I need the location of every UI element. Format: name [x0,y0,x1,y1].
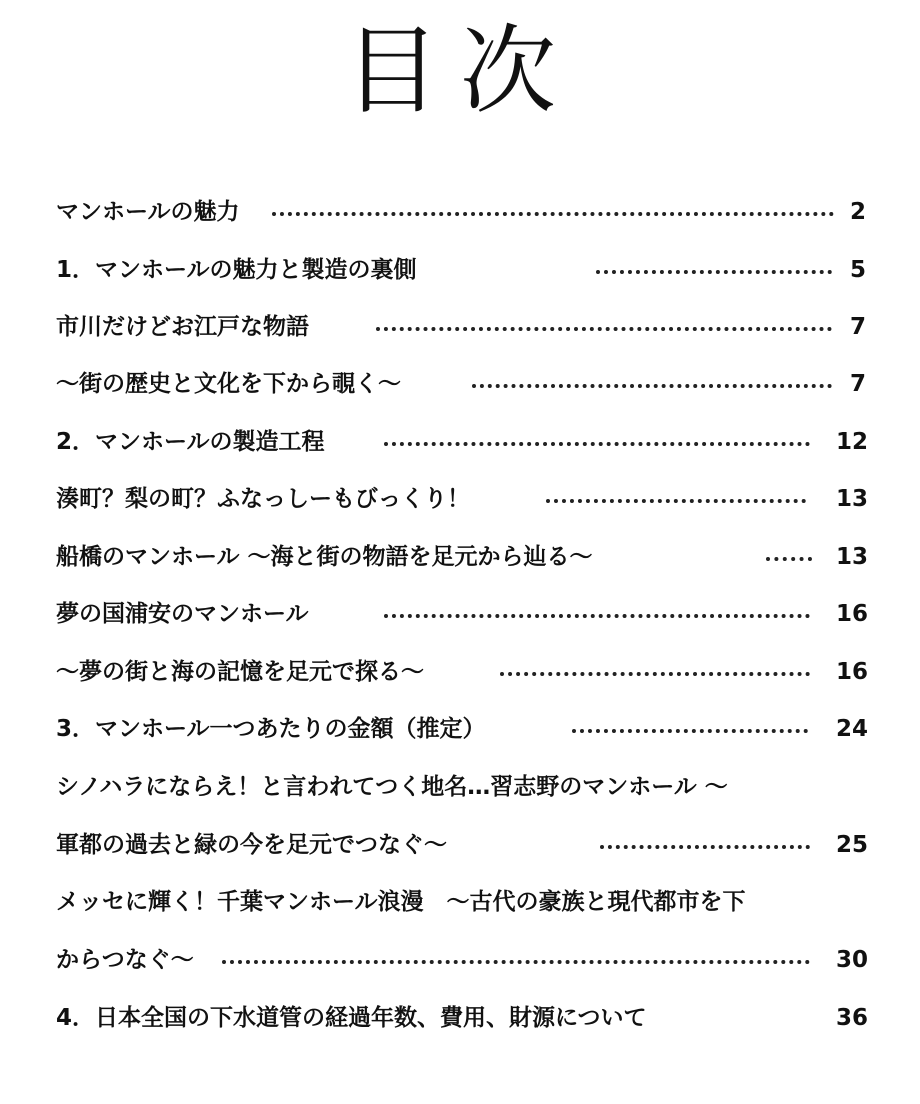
toc-entry-page: 7 [849,314,866,340]
dot-leader [384,614,810,622]
toc-entry-title: 4．日本全国の下水道管の経過年数、費用、財源について [56,1005,647,1031]
page-title: 目次 [344,15,576,127]
toc-entry-page: 13 [835,486,868,512]
toc-entry-title: ～夢の街と海の記憶を足元で探る～ [56,659,424,685]
toc-entry-title: 船橋のマンホール ～海と街の物語を足元から辿る～ [56,544,593,570]
toc-entry-title: 湊町？梨の町？ふなっしーもびっくり！ [56,486,470,512]
toc-entry-title: シノハラにならえ！と言われてつく地名…習志野のマンホール ～ [56,774,728,800]
toc-entry-title: 夢の国浦安のマンホール [56,601,309,627]
dot-leader [600,845,810,853]
toc-entry-title: 1．マンホールの魅力と製造の裏側 [56,257,417,283]
toc-entry-title: 軍都の過去と緑の今を足元でつなぐ～ [56,832,447,858]
dot-leader [546,499,806,507]
dot-leader [766,557,812,565]
toc-entry-page: 30 [835,947,868,973]
toc-entry-title: メッセに輝く！千葉マンホール浪漫 ～古代の豪族と現代都市を下 [56,889,746,915]
toc-entry-page: 7 [849,371,866,397]
dot-leader [472,384,832,392]
toc-entry-title: 市川だけどお江戸な物語 [56,314,309,340]
toc-entry-title: 3．マンホール一つあたりの金額（推定） [56,716,486,742]
toc-entry-page: 12 [835,429,868,455]
toc-entry-title: マンホールの魅力 [56,199,240,225]
dot-leader [596,270,832,278]
dot-leader [572,729,808,737]
toc-entry-page: 16 [835,659,868,685]
toc-entry-page: 24 [835,716,868,742]
toc-entry-title: 2．マンホールの製造工程 [56,429,325,455]
toc-entry-title: ～街の歴史と文化を下から覗く～ [56,371,401,397]
toc-entry-page: 5 [849,257,866,283]
dot-leader [384,442,810,450]
toc-entry-page: 25 [835,832,868,858]
toc-entry-page: 2 [849,199,866,225]
toc-entry-title: からつなぐ～ [56,947,194,973]
toc-entry-page: 13 [835,544,868,570]
toc-entry-page: 16 [835,601,868,627]
dot-leader [376,327,832,335]
dot-leader [500,672,810,680]
dot-leader [222,960,810,968]
toc-entry-page: 36 [835,1005,868,1031]
dot-leader [272,212,834,220]
